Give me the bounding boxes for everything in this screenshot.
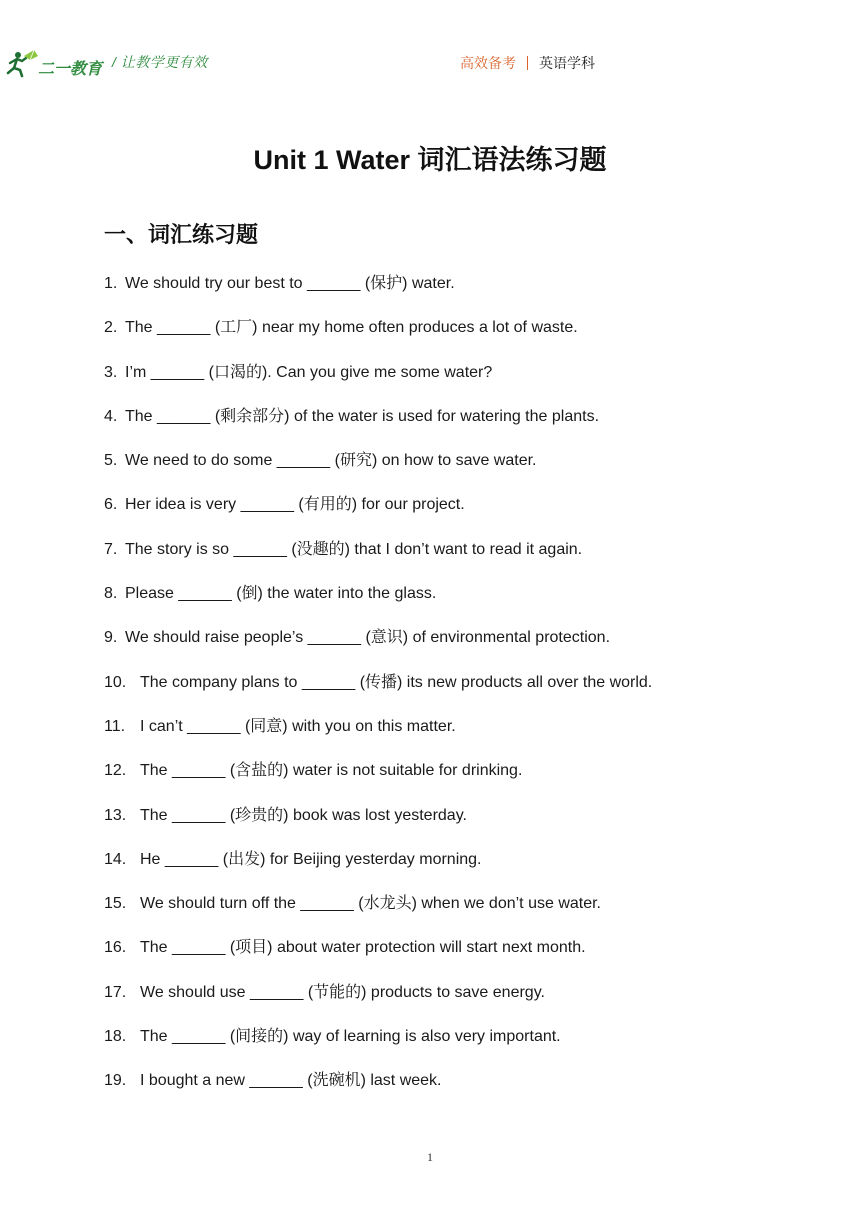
question-item [104,1021,804,1065]
question-number: 6. [104,496,118,514]
question-item [104,401,804,445]
question-item [104,755,804,799]
question-text: The ______ (含盐的) water is not suitable for drinking. [140,762,523,780]
subject-label: 英语学科 [539,55,595,71]
question-text: The ______ (项目) about water protection will start next month. [140,939,586,957]
question-item [104,1065,804,1109]
question-item [104,489,804,533]
question-item [104,844,804,888]
question-item [104,268,804,312]
question-item [104,445,804,489]
question-text: The ______ (间接的) way of learning is also very important. [140,1028,561,1046]
question-number: 3. [104,363,118,381]
question-item [104,888,804,932]
question-item [104,357,804,401]
question-item [104,800,804,844]
question-number: 17. [104,983,127,1001]
question-number: 5. [104,452,118,470]
question-text: We should turn off the ______ (水龙头) when we don’t use water. [140,895,602,913]
logo-text: 二一教育 [38,59,103,78]
question-number: 1. [104,275,118,292]
question-number: 12. [104,762,127,780]
question-item [104,667,804,711]
question-text: We need to do some ______ (研究) on how to save water. [125,452,537,470]
question-text: The ______ (珍贵的) book was lost yesterday. [140,806,467,824]
section-title: 一、词汇练习题 [104,222,259,247]
question-number: 4. [104,407,118,425]
question-text: Please ______ (倒) the water into the glass. [125,585,437,603]
question-text: I can’t ______ (同意) with you on this matter. [140,717,456,735]
question-text: I bought a new ______ (洗碗机) last week. [140,1072,442,1090]
question-item [104,711,804,755]
runner-logo-icon [8,50,38,76]
question-number: 16. [104,939,127,957]
question-text: We should try our best to ______ (保护) water. [125,275,455,292]
question-text: The company plans to ______ (传播) its new products all over the world. [140,673,653,691]
question-list [104,268,804,1110]
question-item [104,312,804,356]
logo [4,46,108,80]
question-number: 19. [104,1072,127,1090]
question-item [104,578,804,622]
page-header [0,40,860,84]
question-number: 13. [104,806,127,824]
page-number: 1 [427,1150,433,1164]
question-text: The ______ (工厂) near my home often produces a lot of waste. [125,319,578,337]
question-number: 8. [104,585,118,603]
question-text: I’m ______ (口渴的). Can you give me some water? [125,363,493,381]
question-item [104,977,804,1021]
header-divider [527,56,528,70]
slogan: / 让教学更有效 [112,54,208,70]
question-text: He ______ (出发) for Beijing yesterday morning. [140,850,482,868]
question-text: Her idea is very ______ (有用的) for our project. [125,496,465,514]
question-item [104,622,804,666]
question-item [104,534,804,578]
question-text: We should use ______ (节能的) products to save energy. [140,983,545,1001]
document-title: Unit 1 Water 词汇语法练习题 [253,145,607,175]
question-number: 7. [104,540,118,558]
header-subject-area [460,53,595,73]
question-number: 14. [104,850,127,868]
question-text: We should raise people’s ______ (意识) of environmental protection. [125,629,611,647]
question-text: The ______ (剩余部分) of the water is used for watering the plants. [125,407,600,425]
question-item [104,932,804,976]
question-number: 10. [104,673,127,691]
question-number: 18. [104,1028,127,1046]
question-number: 9. [104,629,118,647]
brand-label: 高效备考 [460,55,516,71]
question-number: 2. [104,319,118,337]
question-text: The story is so ______ (没趣的) that I don’t want to read it again. [125,540,583,558]
question-number: 15. [104,895,127,913]
question-number: 11. [104,717,126,735]
